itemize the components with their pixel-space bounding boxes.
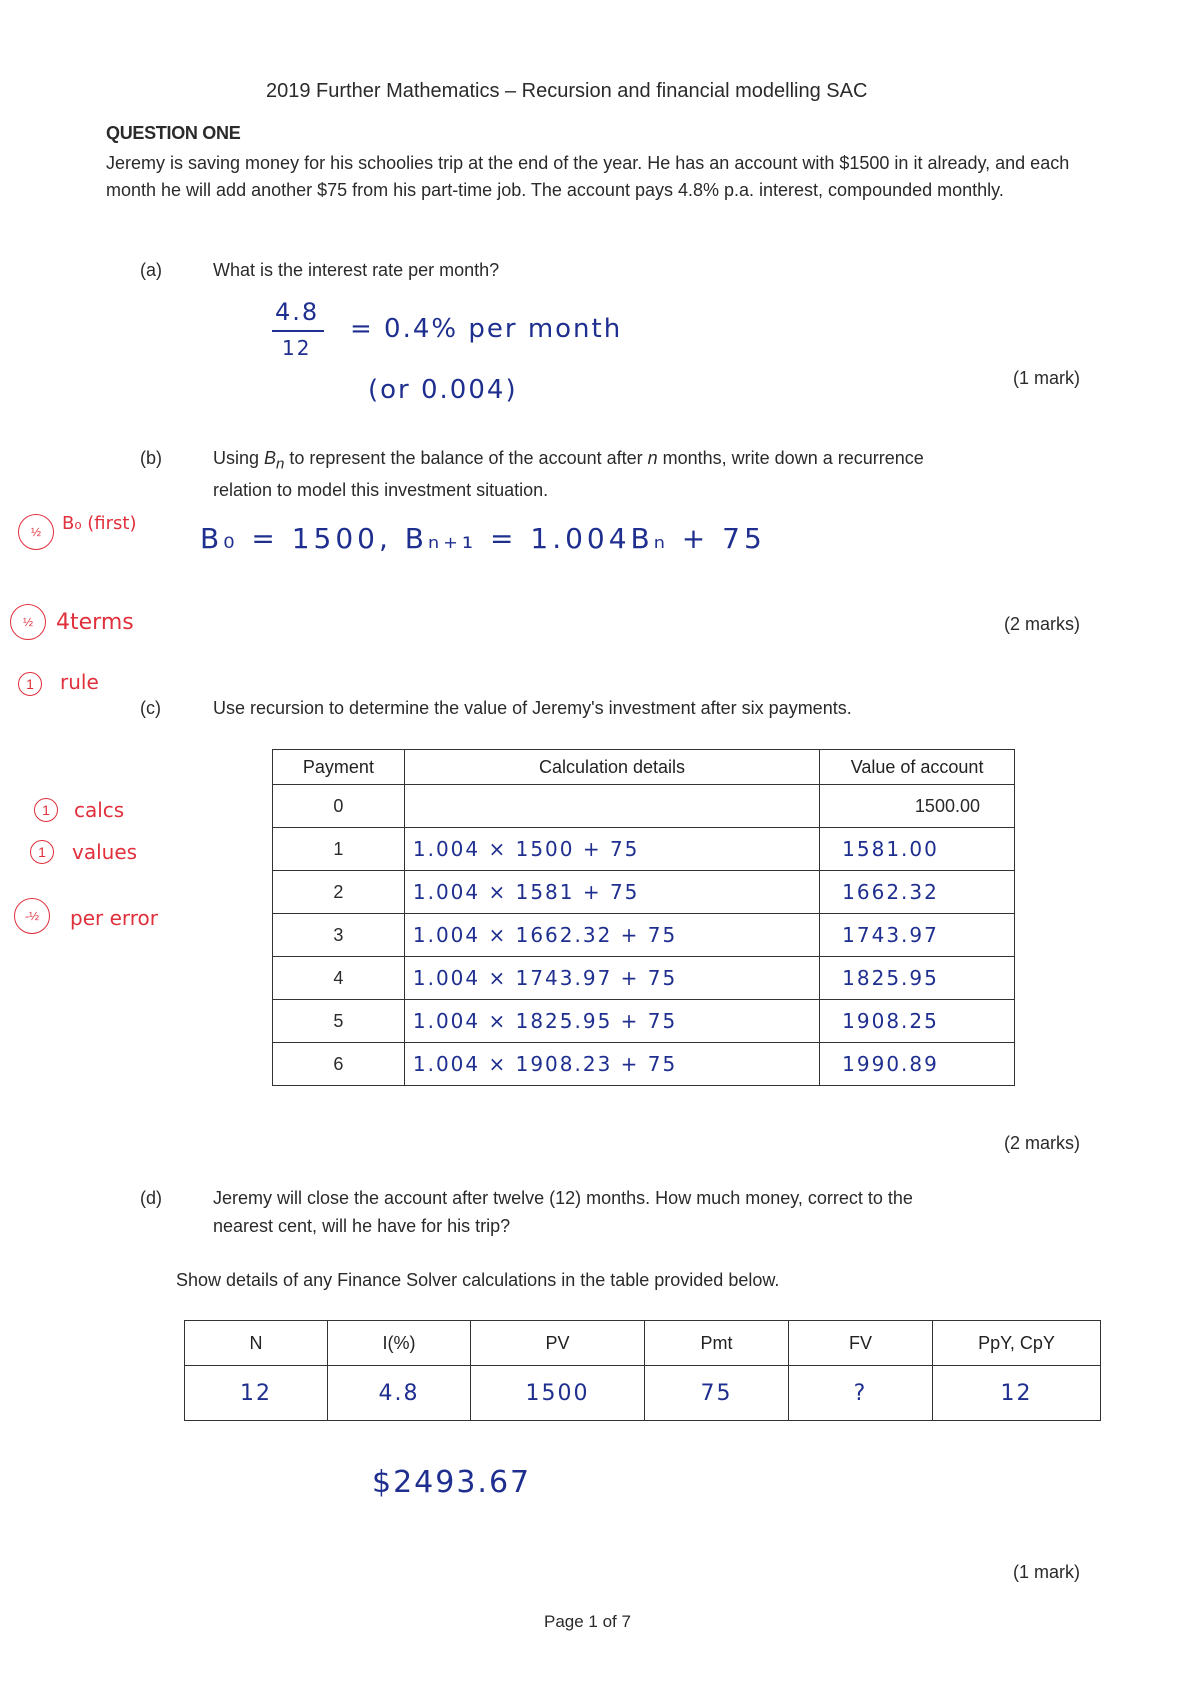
margin-one-mark-circle: 1 [18, 672, 42, 696]
part-d-label: (d) [140, 1188, 162, 1208]
table-row [273, 828, 1015, 871]
part-c-marks: (2 marks) [1004, 1133, 1080, 1153]
cell-value: 1743.97 [820, 914, 1015, 957]
margin-note-values: values [72, 840, 138, 864]
margin-note-terms: 4terms [56, 610, 134, 635]
cell-value: 1500.00 [820, 785, 1015, 828]
fs-value-pmt: 75 [645, 1366, 789, 1421]
part-a-fraction-denominator: 12 [282, 336, 312, 360]
part-b-var-n: n [276, 455, 285, 473]
cell-calculation: 1.004 × 1500 + 75 [404, 828, 819, 871]
cell-calculation: 1.004 × 1581 + 75 [404, 871, 819, 914]
part-c-question: Use recursion to determine the value of Jeremy's investment after six payments. [213, 698, 852, 718]
part-d-question-line2: nearest cent, will he have for his trip? [213, 1216, 511, 1236]
fs-header-pv: PV [471, 1321, 645, 1366]
part-b-marks: (2 marks) [1004, 614, 1080, 634]
part-b-var-months: n [647, 448, 658, 468]
fs-header-interest: I(%) [328, 1321, 471, 1366]
cell-payment: 0 [273, 785, 405, 828]
table-header-row [273, 750, 1015, 785]
table-row [273, 871, 1015, 914]
part-b-text-before: Using [213, 448, 265, 468]
part-c-label: (c) [140, 698, 161, 718]
finance-value-row [185, 1366, 1101, 1421]
cell-value: 1825.95 [820, 957, 1015, 1000]
table-row [273, 1043, 1015, 1086]
margin-note-per-error: per error [70, 906, 158, 930]
page-title: 2019 Further Mathematics – Recursion and financial modelling SAC [266, 80, 868, 102]
margin-note-calcs: calcs [74, 798, 125, 822]
cell-value: 1908.25 [820, 1000, 1015, 1043]
page-number: Page 1 of 7 [544, 1612, 631, 1631]
table-row [273, 914, 1015, 957]
part-b-var-b: B [264, 448, 277, 468]
fs-header-pmt: Pmt [645, 1321, 789, 1366]
cell-payment: 6 [273, 1043, 405, 1086]
part-d-answer: $2493.67 [372, 1465, 532, 1500]
part-a-question: What is the interest rate per month? [213, 260, 500, 280]
column-header-value: Value of account [820, 750, 1015, 785]
cell-payment: 1 [273, 828, 405, 871]
cell-payment: 5 [273, 1000, 405, 1043]
recursion-table [272, 749, 1015, 1086]
finance-header-row [185, 1321, 1101, 1366]
part-a-label: (a) [140, 260, 162, 280]
fs-header-fv: FV [789, 1321, 933, 1366]
table-row [273, 1000, 1015, 1043]
margin-note-rule: rule [60, 670, 99, 694]
part-d-marks: (1 mark) [1013, 1562, 1080, 1582]
cell-calculation [404, 785, 819, 828]
part-b-question-line2: relation to model this investment situation. [213, 480, 549, 500]
cell-payment: 2 [273, 871, 405, 914]
margin-one-mark-circle: 1 [30, 840, 54, 864]
part-d-question-line1: Jeremy will close the account after twelve (12) months. How much money, correct to the [213, 1188, 913, 1208]
part-b-text-middle: to represent the balance of the account after [284, 448, 648, 468]
fs-value-n: 12 [185, 1366, 328, 1421]
part-a-fraction-bar [272, 330, 324, 332]
cell-calculation: 1.004 × 1825.95 + 75 [404, 1000, 819, 1043]
finance-solver-table [184, 1320, 1101, 1421]
part-b-label: (b) [140, 448, 162, 468]
fs-value-fv: ? [789, 1366, 933, 1421]
part-b-text-after: months, write down a recurrence [657, 448, 924, 468]
cell-value: 1662.32 [820, 871, 1015, 914]
cell-calculation: 1.004 × 1662.32 + 75 [404, 914, 819, 957]
cell-payment: 4 [273, 957, 405, 1000]
column-header-calculation: Calculation details [404, 750, 819, 785]
margin-note-first: B₀ (first) [62, 513, 137, 534]
question-heading: QUESTION ONE [106, 123, 241, 143]
cell-value: 1581.00 [820, 828, 1015, 871]
fs-header-n: N [185, 1321, 328, 1366]
part-b-answer: B₀ = 1500, Bₙ₊₁ = 1.004Bₙ + 75 [200, 522, 766, 555]
part-a-answer-alt: (or 0.004) [368, 375, 518, 405]
part-a-answer: = 0.4% per month [350, 314, 623, 344]
question-intro: Jeremy is saving money for his schoolies trip at the end of the year. He has an account with $1500 in it already, and each month he will add another $75 from his part-time job. The account pays 4.8% p.a. interest, compounded monthly. [106, 153, 1070, 200]
fs-value-pv: 1500 [471, 1366, 645, 1421]
cell-calculation: 1.004 × 1743.97 + 75 [404, 957, 819, 1000]
part-a-marks: (1 mark) [1013, 368, 1080, 388]
part-d-instruction: Show details of any Finance Solver calculations in the table provided below. [176, 1270, 780, 1290]
margin-penalty-circle: -½ [14, 898, 50, 934]
part-b-question [213, 448, 924, 473]
margin-half-mark-circle: ½ [18, 514, 54, 550]
fs-header-ppy-cpy: PpY, CpY [933, 1321, 1101, 1366]
cell-payment: 3 [273, 914, 405, 957]
table-row [273, 957, 1015, 1000]
part-a-fraction-numerator: 4.8 [275, 298, 320, 326]
margin-one-mark-circle: 1 [34, 798, 58, 822]
margin-half-mark-circle: ½ [10, 604, 46, 640]
cell-value: 1990.89 [820, 1043, 1015, 1086]
column-header-payment: Payment [273, 750, 405, 785]
cell-calculation: 1.004 × 1908.23 + 75 [404, 1043, 819, 1086]
table-row [273, 785, 1015, 828]
fs-value-ppy-cpy: 12 [933, 1366, 1101, 1421]
fs-value-interest: 4.8 [328, 1366, 471, 1421]
